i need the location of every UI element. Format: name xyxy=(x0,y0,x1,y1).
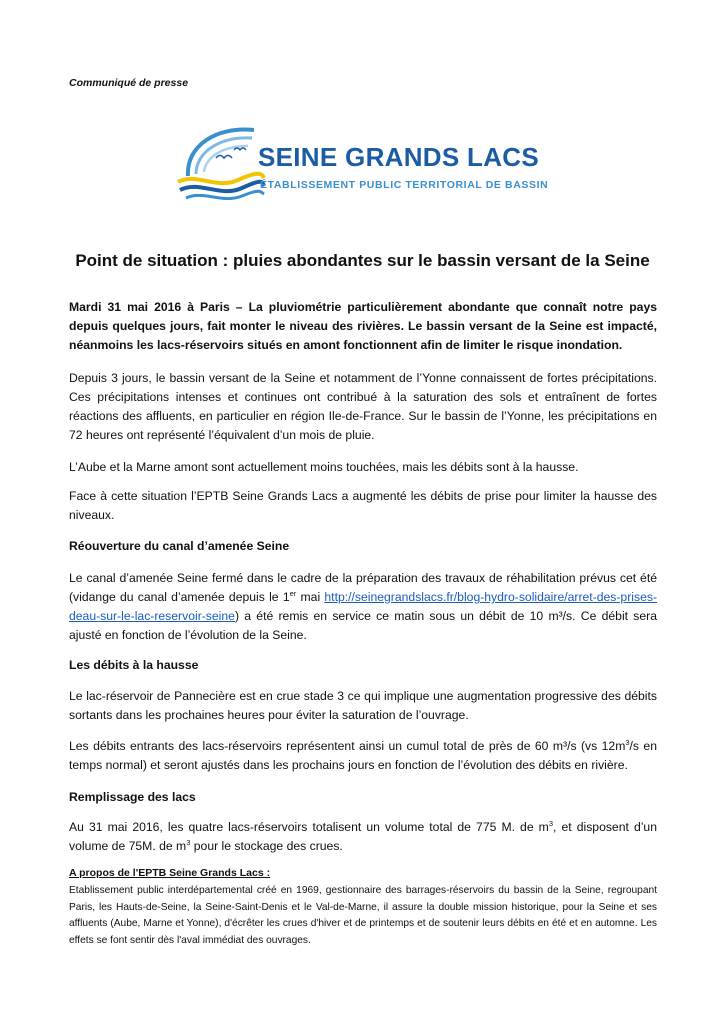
wave-emblem-icon xyxy=(176,116,266,206)
paragraph-debits-entrants xyxy=(69,737,657,775)
remplissage-text-b: , et disposent d’un volume de 75M. de m xyxy=(69,820,657,853)
canal-text-b: mai xyxy=(296,590,325,604)
remplissage-text-c: pour le stockage des crues. xyxy=(190,839,343,853)
canal-text-a: Le canal d’amenée Seine fermé dans le cadre de la préparation des travaux de réhabilitation prévus cet été (vidange du canal d’amenée depuis le 1 xyxy=(69,571,657,604)
debits-sup: 3 xyxy=(625,737,630,747)
about-text: Etablissement public interdépartemental créé en 1969, gestionnaire des barrages-réservoirs du bassin de la Seine, regroupant Paris, les Hauts-de-Seine, la Seine-Saint-Denis et le Val-de-Marne, il assure la double mission historique, pour la Seine et ses affluents (Aube, Marne et Yonne), d'écrêter les crues d'hiver et de printemps et de soutenir leurs débits en été et en automne. Les effets se font sentir dès l'aval immédiat des ouvrages. xyxy=(69,885,657,946)
seine-grands-lacs-logo xyxy=(176,116,566,206)
remplissage-sup-2: 3 xyxy=(186,837,191,847)
logo-subtitle: ÉTABLISSEMENT PUBLIC TERRITORIAL DE BASSIN xyxy=(260,179,549,191)
remplissage-sup-1: 3 xyxy=(548,818,554,828)
paragraph-aube-marne: L’Aube et la Marne amont sont actuellement moins touchées, mais les débits sont à la hausse. xyxy=(69,460,579,474)
paragraph-panneciere: Le lac-réservoir de Pannecière est en crue stade 3 ce qui implique une augmentation progressive des débits sortants dans les prochaines heures pour éviter la saturation de l’ouvrage. xyxy=(69,689,657,722)
headline: Point de situation : pluies abondantes sur le bassin versant de la Seine xyxy=(75,251,650,270)
paragraph-eptb-action: Face à cette situation l’EPTB Seine Grands Lacs a augmenté les débits de prise pour limiter la hausse des niveaux. xyxy=(69,489,657,522)
debits-text-a: Les débits entrants des lacs-réservoirs représentent ainsi un cumul total de près de 60 m³/s (vs 12m xyxy=(69,739,626,753)
logo-wordmark: SEINE GRANDS LACS xyxy=(258,142,540,172)
section-title-debits: Les débits à la hausse xyxy=(69,658,199,672)
canal-sup: er xyxy=(289,588,297,598)
press-label: Communiqué de presse xyxy=(69,77,189,89)
about-title: A propos de l'EPTB Seine Grands Lacs : xyxy=(69,867,271,879)
paragraph-precipitations: Depuis 3 jours, le bassin versant de la Seine et notamment de l’Yonne connaissent de fortes précipitations. Ces précipitations intenses et continues ont contribué à la saturation des sols et entraînent de fortes réactions des affluents, en particulier en région Ile-de-France. Sur le bassin de l’Yonne, les précipitations en 72 heures ont représenté l’équivalent d’un mois de pluie. xyxy=(69,371,657,442)
paragraph-canal xyxy=(69,569,657,645)
debits-text-b: /s en temps normal) et seront ajustés dans les prochains jours en fonction de l’évolution des débits en rivière. xyxy=(69,739,657,772)
section-title-canal: Réouverture du canal d’amenée Seine xyxy=(69,539,290,553)
section-title-remplissage: Remplissage des lacs xyxy=(69,790,196,804)
blog-link[interactable]: http://seinegrandslacs.fr/blog-hydro-solidaire/arret-des-prises-deau-sur-le-lac-reservoir-seine xyxy=(69,590,657,623)
remplissage-text-a: Au 31 mai 2016, les quatre lacs-réservoirs totalisent un volume total de 775 M. de m xyxy=(69,820,549,834)
lead-paragraph: Mardi 31 mai 2016 à Paris – La pluviométrie particulièrement abondante que connaît notre pays depuis quelques jours, fait monter le niveau des rivières. Le bassin versant de la Seine est impacté, néanmoins les lacs-réservoirs situés en amont fonctionnent afin de limiter le risque inondation. xyxy=(69,300,657,352)
paragraph-remplissage xyxy=(69,818,657,856)
canal-text-c: ) a été remis en service ce matin sous un débit de 10 m³/s. Ce débit sera ajusté en fonction de l’évolution de la Seine. xyxy=(69,609,657,642)
